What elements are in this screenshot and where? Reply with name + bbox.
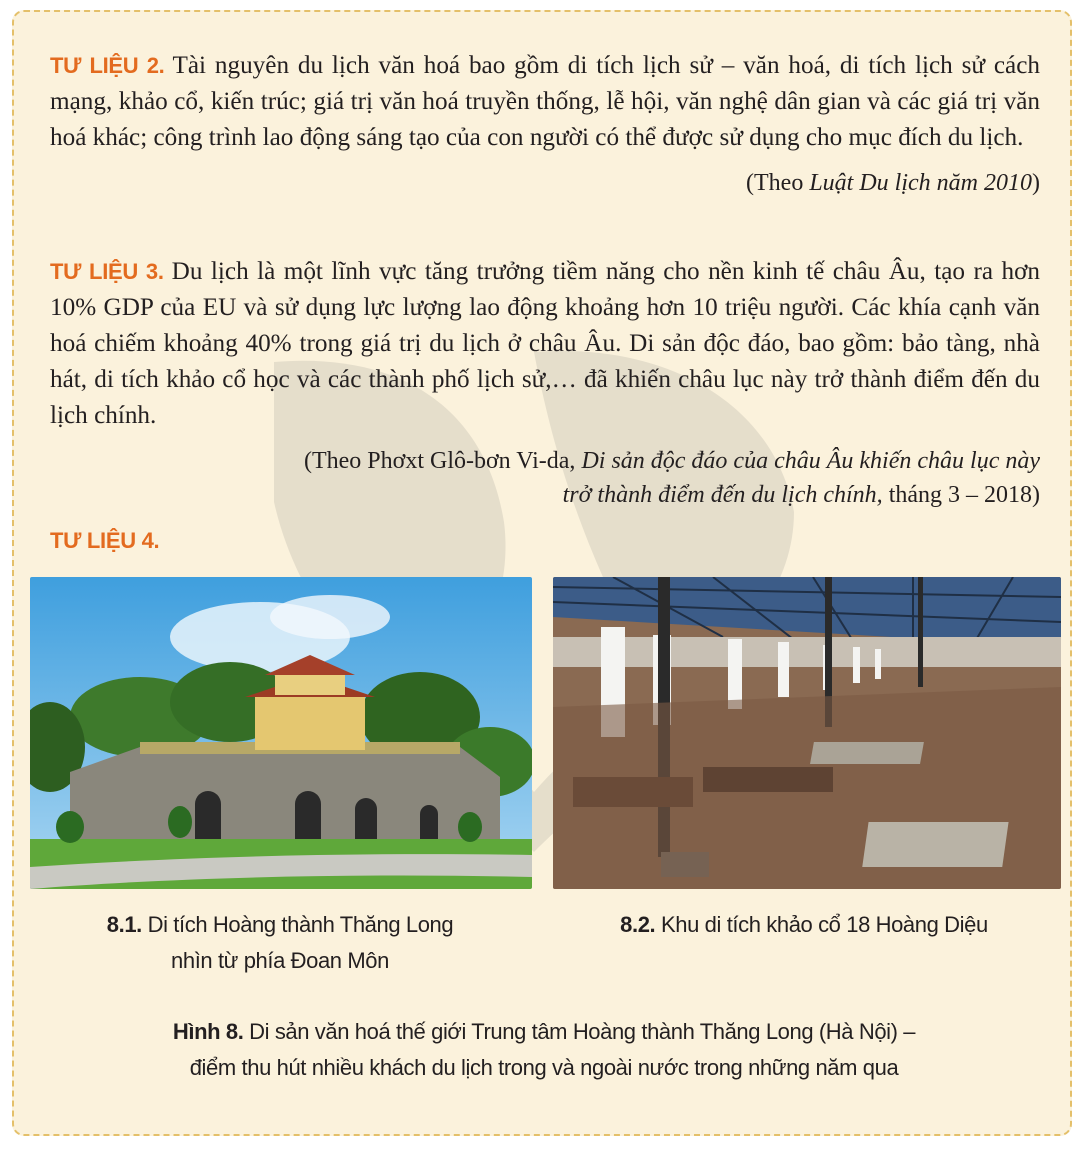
caption-8-1-line2: nhìn từ phía Đoan Môn xyxy=(171,948,389,973)
caption-8-1-number: 8.1. xyxy=(106,912,142,937)
source-prefix: (Theo Phơxt Glô-bơn Vi-da, xyxy=(303,448,582,474)
tu-lieu-3-text: Du lịch là một lĩnh vực tăng trưởng tiềm năng cho nền kinh tế châu Âu, tạo ra hơn 10% GDP của EU và sử dụng lực lượng lao động khoảng hơn 10 triệu người. Các khía cạnh văn hoá chiếm khoảng 40% trong giá trị du lịch ở châu Âu. Di sản độc đáo, bao gồm: bảo tàng, nhà hát, di tích khảo cổ học và các thành phố lịch sử,… đã khiến châu lục này trở thành điểm đến du lịch chính. xyxy=(50,258,1040,429)
source-title: Luật Du lịch năm 2010 xyxy=(809,170,1032,196)
tu-lieu-2-text: Tài nguyên du lịch văn hoá bao gồm di tích lịch sử – văn hoá, di tích lịch sử cách mạng, khảo cổ, kiến trúc; giá trị văn hoá truyền thống, lễ hội, văn nghệ dân gian và các giá trị văn hoá khác; công trình lao động sáng tạo của con người có thể được sử dụng cho mục đích du lịch. xyxy=(50,52,1040,151)
caption-8-1-line1: Di tích Hoàng thành Thăng Long xyxy=(147,912,454,937)
source-title-line2: trở thành điểm đến du lịch chính, xyxy=(562,482,883,508)
source-title-line1: Di sản độc đáo của châu Âu khiến châu lục này xyxy=(581,448,1040,474)
tu-lieu-3-paragraph xyxy=(50,254,1040,434)
tu-lieu-4-label: TƯ LIỆU 4. xyxy=(50,528,160,553)
tu-lieu-2-paragraph xyxy=(50,48,1040,156)
content-frame xyxy=(12,10,1072,1136)
figure-title-line2: điểm thu hút nhiều khách du lịch trong và ngoài nước trong những năm qua xyxy=(189,1055,899,1080)
source-prefix: (Theo xyxy=(746,170,810,196)
figure-title xyxy=(114,1014,974,1086)
tu-lieu-2 xyxy=(50,48,1040,200)
tu-lieu-3-source xyxy=(50,444,1040,512)
caption-8-2-text: Khu di tích khảo cổ 18 Hoàng Diệu xyxy=(661,912,988,937)
caption-8-1 xyxy=(90,907,470,979)
tu-lieu-2-source xyxy=(50,166,1040,200)
source-suffix: ) xyxy=(1032,170,1040,196)
archaeology-site-photo xyxy=(553,577,1061,889)
caption-8-2 xyxy=(594,907,1014,943)
figure-title-line1: Di sản văn hoá thế giới Trung tâm Hoàng thành Thăng Long (Hà Nội) – xyxy=(249,1019,916,1044)
caption-8-2-number: 8.2. xyxy=(620,912,656,937)
tu-lieu-4 xyxy=(50,528,1040,554)
tu-lieu-2-label: TƯ LIỆU 2. xyxy=(50,53,165,78)
tu-lieu-3 xyxy=(50,254,1040,512)
source-suffix: tháng 3 – 2018) xyxy=(882,482,1040,508)
citadel-photo xyxy=(30,577,532,889)
figure-title-label: Hình 8. xyxy=(172,1019,244,1044)
tu-lieu-3-label: TƯ LIỆU 3. xyxy=(50,259,164,284)
